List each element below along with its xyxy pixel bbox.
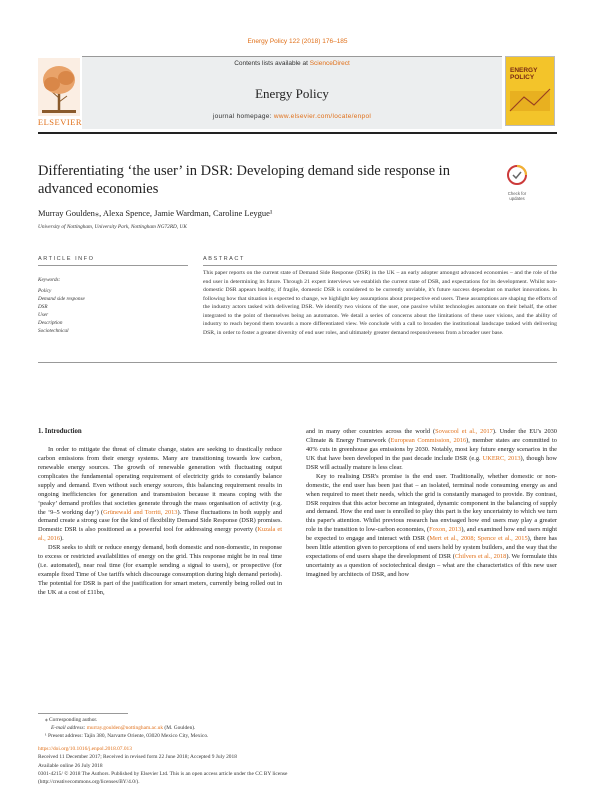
citation-link[interactable]: Grünewald and Torriti, 2013 [103,508,178,516]
history-line: Received 11 December 2017; Received in revised form 22 June 2018; Accepted 9 July 2018 [38,754,237,761]
contents-prefix: Contents lists available at [234,60,310,67]
homepage-link[interactable]: www.elsevier.com/locate/enpol [273,113,372,120]
journal-title: Energy Policy [255,86,329,101]
paragraph: DSR seeks to shift or reduce energy demand, both domestic and non-domestic, in response to excess or restricted availabilities of energy on the grid. This response might be in real time (i.e. automated), near real time (for example sending a signal to users), or prospective (for example fixed Time of Use tariffs which discourage consumption during high demand periods). The potential for DSR is part of the justification for smart meters, currently being rolled out in the UK at a cost of £11bn, [38,544,282,596]
keyword: DSR [38,304,48,311]
license-line: 0301-4215/ © 2018 The Authors. Published by Elsevier Ltd. This is an open access article under the CC BY license [38,770,288,777]
paragraph: and in many other countries across the world (Sovacool et al., 2017). Under the EU's 2030 Climate & Energy Framework (European Commission, 2016), member states are committed to 40% cuts in greenhouse gas emissions by 2030. Notably, most key future energy scenarios in the UK that have been developed in the past decade include DSR (e.g. UKERC, 2013), though how DSR will actually mature is less clear. [306,428,557,471]
paragraph: Key to realising DSR's promise is the end user. Traditionally, whether domestic or non-domestic, the end user has been just that – an isolated, terminal node consuming energy as and when required to meet their needs, which the grid is constantly managed to provide. By contrast, DSR requires that this actor become an integrated, dynamic component in the balancing of supply and demand. How the end user is enrolled to play this part is the key uncertainty to which we turn this paper's attention. Whilst previous research has envisaged how end users may play a greater role in the transition to low-carbon economies, (Foxon, 2013), and examined how end users might be expected to engage and interact with DSR (Mert et al., 2008; Spence et al., 2015), there has been little attention given to perceptions of end users held by system builders, and the way that the expectations of end users shape the development of DSR (Chilvers et al., 2018). We formulate this uncertainty as a question of sociotechnical design – what are the characteristics of this new user imagined by architects of DSR, and how [306,472,557,578]
citation-link[interactable]: UKERC, 2013 [482,454,521,462]
check-updates-line-2: updates [509,196,525,201]
keyword: User [38,312,49,319]
present-address-note: ¹ Present address: Tajín 380, Narvarte Oriente, 03020 Mexico City, Mexico. [45,733,209,740]
keyword: Demand side response [38,296,85,303]
citation-link[interactable]: European Commission, 2016 [390,436,467,444]
footnote-rule [38,713,128,714]
cover-graphic [506,81,554,121]
body-left-column [38,428,282,598]
cover-title-line-2: POLICY [510,74,535,81]
paper-title: Differentiating ‘the user’ in DSR: Developing demand side response in advanced economies [38,163,450,197]
cover-title-line-1: ENERGY [510,67,538,74]
footnotes [45,716,345,741]
citation-link[interactable]: Mert et al., 2008; Spence et al., 2015 [429,535,528,543]
author-affiliation: University of Nottingham, University Park, Nottingham NG72RD, UK [38,224,187,230]
article-info-rule [38,265,188,266]
article-info-label: ARTICLE INFO [38,256,95,262]
publisher-name: ELSEVIER [37,117,83,127]
email-note: E-mail address: murray.goulden@nottingham.ac.uk (M. Goulden). [51,725,196,732]
abstract-text: This paper reports on the current state of Demand Side Response (DSR) in the UK – an early adopter amongst advanced economies – and the role of the end user in determining its future. Through 21 expert interviews we establish the current state of DSR, and expectations for its development. Whilst non-domestic DSR appears healthy, if fragile, domestic DSR is considered to be currently unviable, it's future success dependant on market innovations. In following how that situation is expected to change, we highlight key assumptions about prospective end users. These assumptions are shaping the efforts of the industry actors tasked with delivering DSR. We identify two visions of the user, one passive whilst technologies automate on their behalf, the other integrated to the point of themselves being an automaton. We detail a series of concerns about the limitations of these user visions, and the ability of industry to reach beyond them towards a more differentiated view. We conclude with a call to broaden the institutional landscape tasked with delivering DSR, in order to foster a greater diversity of end user roles, and ultimately greater demand responsiveness from a broader user base. [203,270,557,336]
section-heading: 1. Introduction [38,428,82,435]
homepage-prefix: journal homepage: [212,113,274,120]
author-list: Murray Goulden⁎, Alexa Spence, Jamie Wardman, Caroline Leygue¹ [38,208,273,218]
journal-cover-thumbnail[interactable] [505,56,555,126]
keyword: Policy [38,288,52,294]
contents-line [82,60,502,67]
journal-reference[interactable]: Energy Policy 122 (2018) 176–185 [247,38,348,45]
keyword: Sociotechnical [38,328,69,335]
citation-link[interactable]: Chilvers et al., 2018 [454,553,507,561]
sciencedirect-link[interactable]: ScienceDirect [309,60,350,67]
citation-link[interactable]: Kuzala et al., 2016 [38,526,282,543]
body-right-column [306,428,557,580]
keywords-label: Keywords: [38,277,61,283]
abstract-label: ABSTRACT [203,256,245,262]
citation-link[interactable]: Foxon, 2013 [429,526,462,534]
keyword-list [38,287,85,336]
doi-link[interactable]: https://doi.org/10.1016/j.enpol.2018.07.013 [38,746,132,752]
elsevier-tree-logo [38,58,80,116]
check-for-updates-badge[interactable] [500,164,534,200]
header-rule [38,132,557,134]
article-meta [38,745,557,786]
email-link[interactable]: murray.goulden@nottingham.ac.uk [86,725,164,732]
corresponding-author-note: ⁎ Corresponding author. [45,717,98,723]
citation-link[interactable]: Sovacool et al., 2017 [435,428,493,435]
journal-homepage [82,113,502,120]
abstract-end-rule [38,362,557,363]
check-updates-icon [500,164,534,186]
cover-title [506,57,554,81]
available-line: Available online 26 July 2018 [38,762,103,769]
license-url[interactable]: (http://creativecommons.org/licenses/BY/4.0/). [38,779,140,786]
keyword: Description [38,320,63,327]
check-updates-line-1: Check for [507,191,527,196]
abstract-rule [203,265,557,266]
paragraph: In order to mitigate the threat of climate change, states are seeking to drastically reduce carbon emissions from their energy systems. Many are transitioning towards low carbon, renewable energy sources. The growth of renewable generation with fluctuating output complicates the fundamental operating requirement of electricity grids to constantly balance supply and demand. Even without such energy sources, this balancing requirement results in ongoing inefficiencies for generation and transmission because it means coping with the ‘peaky’ demand profiles that societies generate through the mass organisation of activity (e.g. the ‘9–5 working day’) (Grünewald and Torriti, 2013). These fluctuations in both supply and demand create a strong case for the kind of flexibility Demand Side Response (DSR) promises. Domestic DSR is also positioned as a powerful tool for addressing energy poverty (Kuzala et al., 2016). [38,445,282,543]
